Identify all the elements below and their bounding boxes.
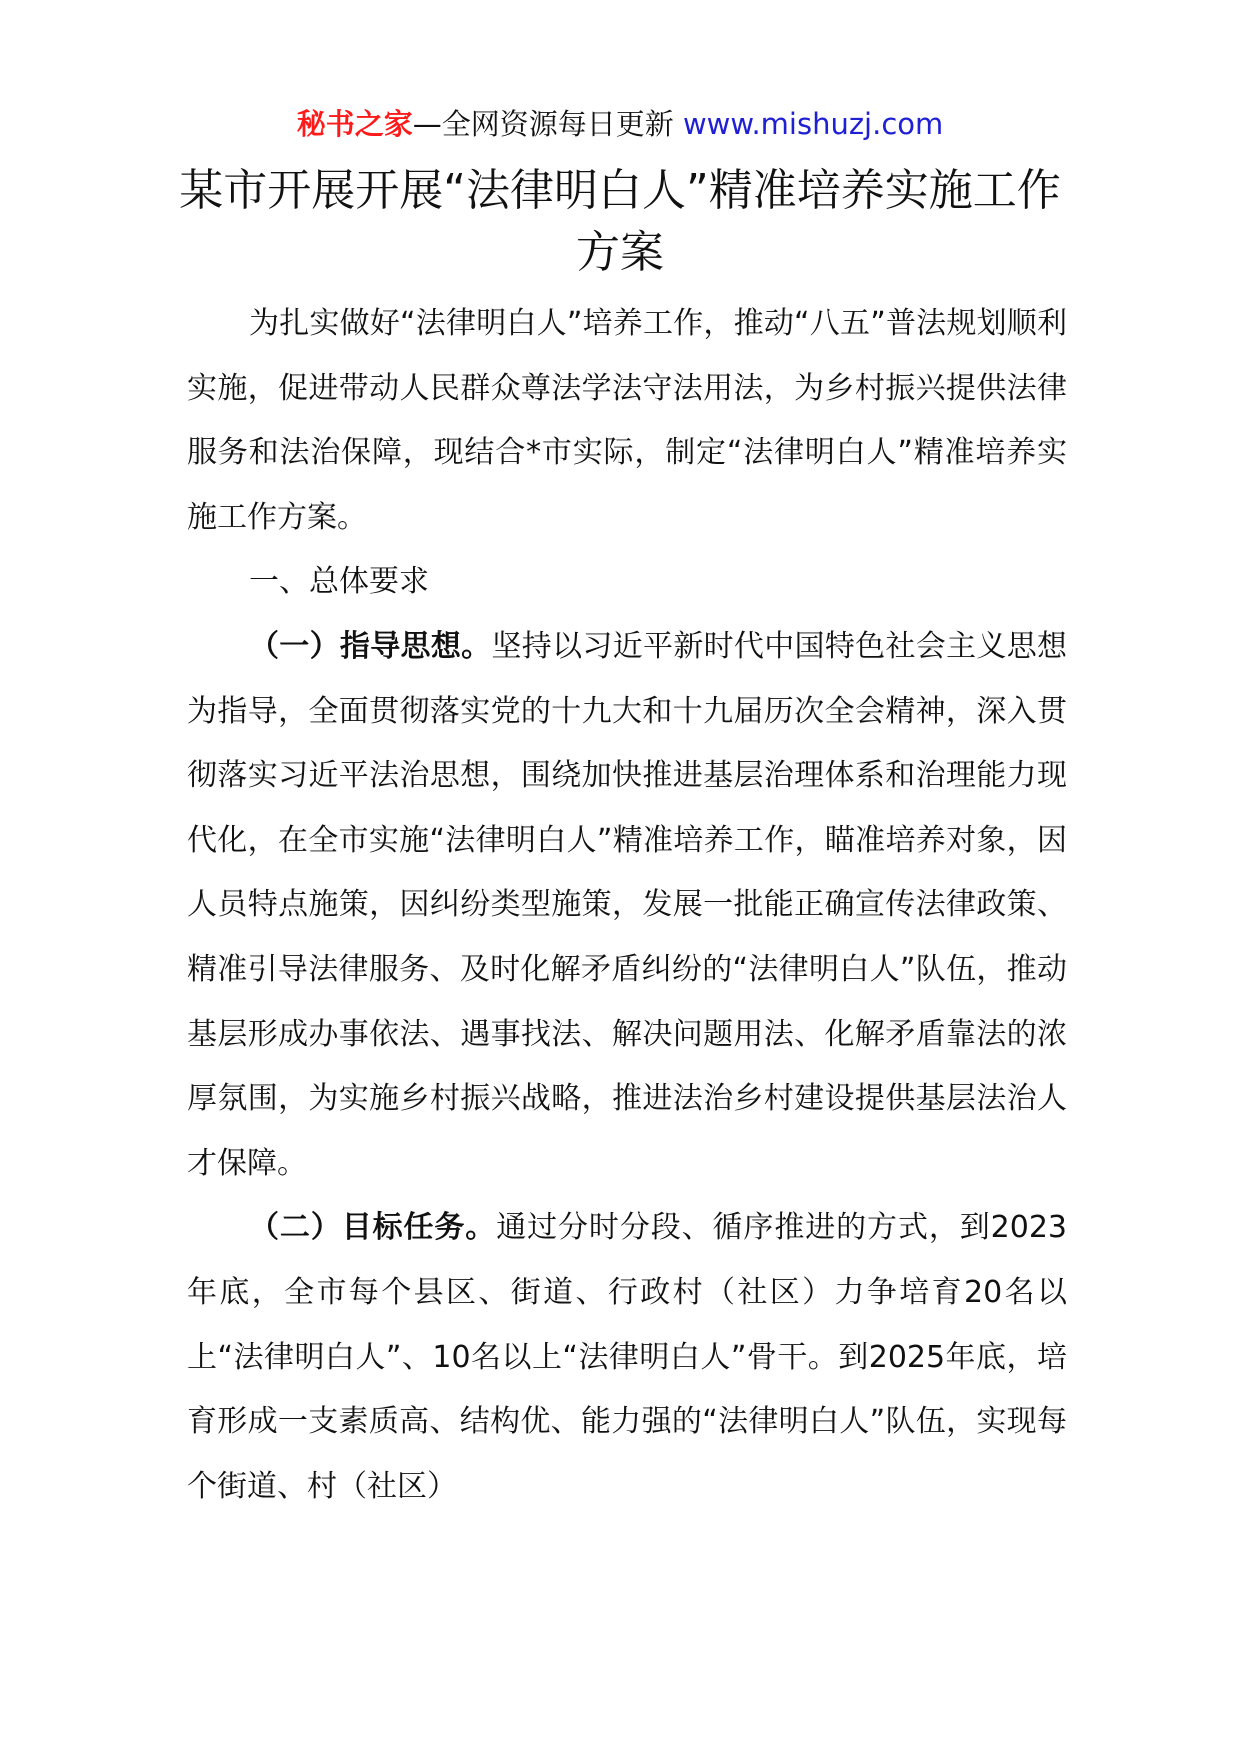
section-heading: 一、总体要求 [249, 564, 429, 600]
guiding-ideology-text: 坚持以习近平新时代中国特色社会主义思想为指导，全面贯彻落实党的十九大和十九届历次全会精神，深入贯彻落实习近平法治思想，围绕加快推进基层治理体系和治理能力现代化，在全市实施“法律明白人”精准培养工作，瞄准培养对象，因人员特点施策，因纠纷类型施策，发展一批能正确宣传法律政策、精准引导法律服务、及时化解矛盾纠纷的“法律明白人”队伍，推动基层形成办事依法、遇事找法、解决问题用法、化解矛盾靠法的浓厚氛围，为实施乡村振兴战略，推进法治乡村建设提供基层法治人才保障。 [187, 628, 1068, 1181]
brand-tagline: —全网资源每日更新 [412, 107, 683, 141]
guiding-ideology-heading: （一）指导思想。 [249, 628, 492, 664]
intro-paragraph: 为扎实做好“法律明白人”培养工作，推动“八五”普法规划顺利实施，促进带动人民群众尊法学法守法用法，为乡村振兴提供法律服务和法治保障，现结合*市实际，制定“法律明白人”精准培养实施工作方案。 [187, 306, 1067, 535]
guiding-ideology-paragraph [187, 615, 1067, 1196]
document-body [187, 292, 1067, 1519]
document-title: 某市开展开展“法律明白人”精准培养实施工作方案 [179, 165, 1061, 278]
watermark-banner [0, 104, 1240, 144]
target-task-heading: （二）目标任务。 [249, 1210, 497, 1246]
site-url-link[interactable]: www.mishuzj.com [682, 107, 944, 141]
target-task-paragraph [187, 1196, 1067, 1519]
target-task-text: 通过分时分段、循序推进的方式，到2023年底，全市每个县区、街道、行政村（社区）力争培育20名以上“法律明白人”、10名以上“法律明白人”骨干。到2025年底，培育形成一支素质高、结构优、能力强的“法律明白人”队伍，实现每个街道、村（社区） [187, 1210, 1067, 1504]
brand-name: 秘书之家 [296, 107, 413, 141]
